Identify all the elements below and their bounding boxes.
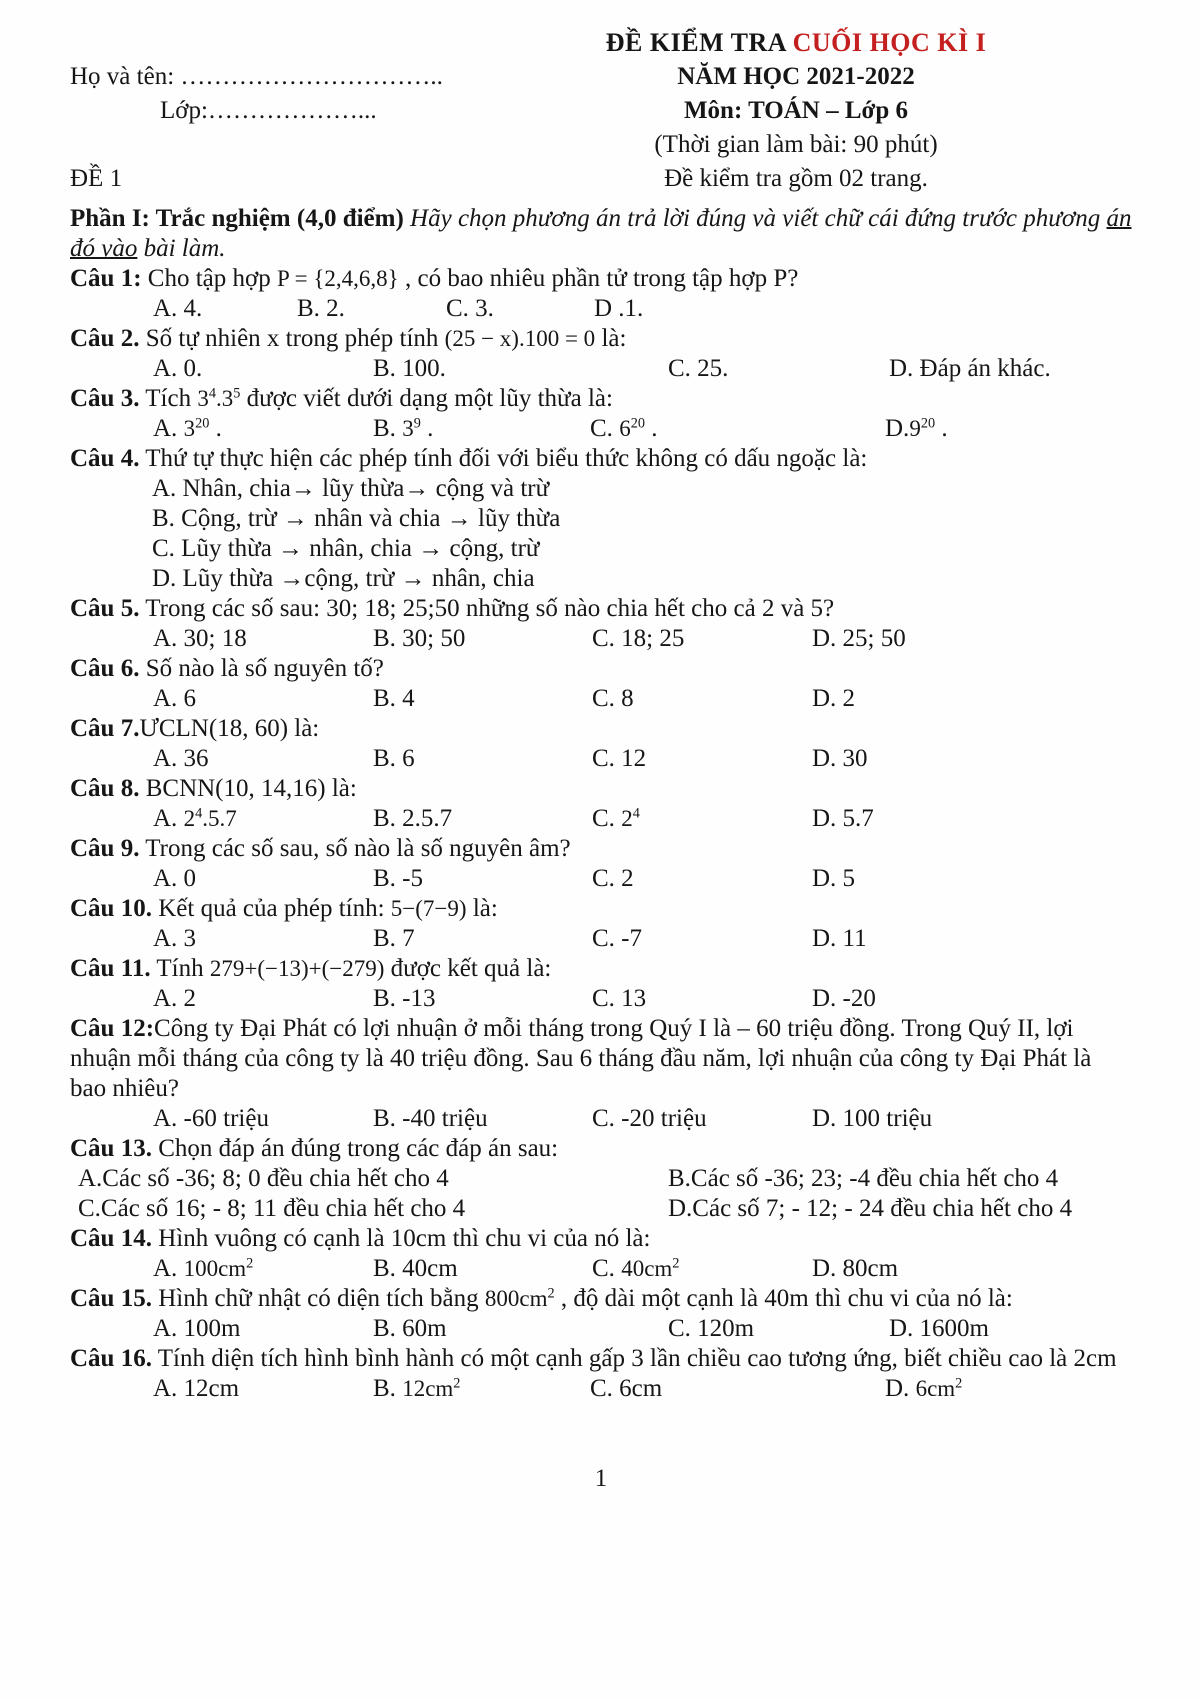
question-11 (70, 954, 1132, 1014)
question-3-option-a: A. $3^{20}$ . (153, 415, 222, 442)
question-4-option-b: B. Cộng, trừ → nhân và chia → lũy thừa (152, 505, 561, 532)
question-3-option-d: $D.9^{20}$ . (885, 415, 948, 442)
question-9-label: Câu 9. (70, 835, 140, 862)
question-16-option-c: C. 6cm (590, 1375, 663, 1402)
question-14 (70, 1224, 1132, 1284)
question-15-option-d: D. 1600m (889, 1315, 989, 1342)
question-9-text: Trong các số sau, số nào là số nguyên âm? (139, 835, 571, 862)
question-6-option-a: A. 6 (153, 685, 197, 712)
question-5-option-a: A. 30; 18 (153, 625, 247, 652)
question-12-options (70, 1104, 1132, 1134)
question-9-option-c: C. 2 (592, 865, 634, 892)
question-8-text: BCNN(10, 14,16) là: (139, 775, 357, 802)
header-row-code (70, 162, 1132, 196)
question-11-text: Tính 279+(−13)+(−279) được kết quả là: (150, 955, 552, 982)
question-16-options (70, 1374, 1132, 1404)
question-11-option-c: C. 13 (592, 985, 647, 1012)
question-4-option-c: C. Lũy thừa → nhân, chia → cộng, trừ (152, 535, 540, 562)
question-14-label: Câu 14. (70, 1225, 152, 1252)
school-year: NĂM HỌC 2021-2022 (677, 63, 915, 90)
question-4-line (70, 444, 1132, 474)
question-16-option-a: A. 12cm (153, 1375, 240, 1402)
question-6-option-c: C. 8 (592, 685, 634, 712)
exam-title (460, 26, 1132, 60)
question-6-option-d: D. 2 (812, 685, 856, 712)
question-14-option-a: A. $100cm^2$ (153, 1255, 254, 1282)
question-12-line (70, 1014, 1132, 1104)
question-14-line (70, 1224, 1132, 1254)
question-4 (70, 444, 1132, 594)
question-16-line (70, 1344, 1132, 1374)
question-13-option-b: B.Các số -36; 23; -4 đều chia hết cho 4 (668, 1165, 1059, 1192)
question-14-option-c: C. $40cm^2$ (592, 1255, 680, 1282)
question-2-option-d: D. Đáp án khác. (889, 355, 1051, 382)
question-14-option-b: B. 40cm (373, 1255, 458, 1282)
question-6-option-b: B. 4 (373, 685, 415, 712)
page-number: 1 (594, 1465, 608, 1492)
question-9-line (70, 834, 1132, 864)
question-2-option-a: A. 0. (153, 355, 203, 382)
question-11-line (70, 954, 1132, 984)
question-9-option-b: B. -5 (373, 865, 423, 892)
question-8-option-c: C. $2^4$ (592, 805, 640, 832)
question-8-option-a: A. $2^4.5.7$ (153, 805, 237, 832)
question-10-option-d: D. 11 (812, 925, 867, 952)
question-12-option-a: A. -60 triệu (153, 1105, 269, 1132)
question-1-label: Câu 1: (70, 265, 142, 292)
question-3-label: Câu 3. (70, 385, 140, 412)
question-6-line (70, 654, 1132, 684)
header-row-title (70, 26, 1132, 60)
question-12-option-b: B. -40 triệu (373, 1105, 488, 1132)
question-1-line (70, 264, 1132, 294)
question-2 (70, 324, 1132, 384)
question-5-option-c: C. 18; 25 (592, 625, 685, 652)
question-15-option-b: B. 60m (373, 1315, 447, 1342)
question-5-line (70, 594, 1132, 624)
question-2-options (70, 354, 1132, 384)
question-9 (70, 834, 1132, 894)
question-13-label: Câu 13. (70, 1135, 152, 1162)
question-16-option-d: D. $6cm^2$ (885, 1375, 963, 1402)
question-13-option-a: A.Các số -36; 8; 0 đều chia hết cho 4 (78, 1165, 449, 1192)
question-15-option-a: A. 100m (153, 1315, 241, 1342)
question-1-options (70, 294, 1132, 324)
question-12-option-d: D. 100 triệu (812, 1105, 933, 1132)
question-10-options (70, 924, 1132, 954)
question-10 (70, 894, 1132, 954)
question-12-label: Câu 12: (70, 1015, 155, 1042)
question-4-text: Thứ tự thực hiện các phép tính đối với biểu thức không có dấu ngoặc là: (139, 445, 868, 472)
pages-note: Đề kiểm tra gồm 02 trang. (664, 165, 928, 192)
question-13-line (70, 1134, 1132, 1164)
question-6-label: Câu 6. (70, 655, 140, 682)
question-7-line (70, 714, 1132, 744)
question-4-options (70, 474, 1132, 594)
question-15-line (70, 1284, 1132, 1314)
question-16-option-b: B. $12cm^2$ (373, 1375, 461, 1402)
question-2-text: Số tự nhiên x trong phép tính (25 − x).100 = 0 là: (139, 325, 627, 352)
question-13-options (70, 1164, 1132, 1224)
question-6 (70, 654, 1132, 714)
question-1 (70, 264, 1132, 324)
question-16-text: Tính diện tích hình bình hành có một cạnh gấp 3 lần chiều cao tương ứng, biết chiều cao là 2cm (151, 1345, 1117, 1372)
question-7-option-a: A. 36 (153, 745, 209, 772)
question-10-option-b: B. 7 (373, 925, 415, 952)
question-8-label: Câu 8. (70, 775, 140, 802)
question-2-option-c: C. 25. (668, 355, 729, 382)
header-left-spacer (70, 26, 460, 60)
exam-code: ĐỀ 1 (70, 165, 123, 192)
question-7-option-b: B. 6 (373, 745, 415, 772)
header-row-name (70, 60, 1132, 94)
question-14-options (70, 1254, 1132, 1284)
header-left-spacer-2 (70, 128, 460, 162)
question-15 (70, 1284, 1132, 1344)
question-12-option-c: C. -20 triệu (592, 1105, 707, 1132)
question-5-options (70, 624, 1132, 654)
question-8-option-d: D. 5.7 (812, 805, 874, 832)
question-3 (70, 384, 1132, 444)
question-8-options (70, 804, 1132, 834)
exam-header (70, 26, 1132, 196)
question-5-text: Trong các số sau: 30; 18; 25;50 những số nào chia hết cho cả 2 và 5? (139, 595, 835, 622)
question-12 (70, 1014, 1132, 1134)
question-11-option-b: B. -13 (373, 985, 436, 1012)
question-11-option-a: A. 2 (153, 985, 197, 1012)
question-3-option-b: B. $3^9$ . (373, 415, 434, 442)
part1-heading (70, 204, 1132, 264)
question-10-label: Câu 10. (70, 895, 152, 922)
question-7-text: ƯCLN(18, 60) là: (139, 715, 320, 742)
question-8 (70, 774, 1132, 834)
question-4-option-a: A. Nhân, chia→ lũy thừa→ cộng và trừ (152, 475, 550, 502)
question-15-text: Hình chữ nhật có diện tích bằng $800cm^2$ , độ dài một cạnh là 40m thì chu vi của nó là: (151, 1285, 1013, 1312)
question-13-option-c: C.Các số 16; - 8; 11 đều chia hết cho 4 (78, 1195, 466, 1222)
question-3-options (70, 414, 1132, 444)
question-1-option-c: C. 3. (446, 295, 494, 322)
question-8-option-b: B. 2.5.7 (373, 805, 453, 832)
question-7-option-c: C. 12 (592, 745, 647, 772)
header-row-duration (70, 128, 1132, 162)
question-4-option-d: D. Lũy thừa →cộng, trừ → nhân, chia (152, 565, 535, 592)
question-7-option-d: D. 30 (812, 745, 868, 772)
student-name-field: Họ và tên: ………………………….. (70, 63, 443, 90)
question-1-text: Cho tập hợp P = {2,4,6,8} , có bao nhiêu phần tử trong tập hợp P? (141, 265, 799, 292)
exam-title-red: CUỐI HỌC KÌ I (792, 28, 987, 57)
question-8-line (70, 774, 1132, 804)
question-16 (70, 1344, 1132, 1404)
part1-heading-bold: Phần I: Trắc nghiệm (4,0 điểm) (70, 205, 411, 232)
question-2-label: Câu 2. (70, 325, 140, 352)
question-13-option-d: D.Các số 7; - 12; - 24 đều chia hết cho 4 (668, 1195, 1073, 1222)
question-3-text: Tích $3^4.3^5$ được viết dưới dạng một lũy thừa là: (139, 385, 613, 412)
subject-line: Môn: TOÁN – Lớp 6 (683, 97, 909, 124)
header-row-class (70, 94, 1132, 128)
part1-heading-italic: Hãy chọn phương án trả lời đúng và viết chữ cái đứng trước phương án đó vào bài làm. (70, 205, 1132, 262)
student-class-field: Lớp:………………... (160, 97, 377, 124)
question-11-option-d: D. -20 (812, 985, 876, 1012)
question-13 (70, 1134, 1132, 1224)
question-2-option-b: B. 100. (373, 355, 446, 382)
question-2-line (70, 324, 1132, 354)
question-15-options (70, 1314, 1132, 1344)
page-footer (70, 1464, 1132, 1494)
question-11-label: Câu 11. (70, 955, 151, 982)
question-5-option-b: B. 30; 50 (373, 625, 466, 652)
question-3-line (70, 384, 1132, 414)
question-6-options (70, 684, 1132, 714)
question-16-label: Câu 16. (70, 1345, 152, 1372)
question-13-text: Chọn đáp án đúng trong các đáp án sau: (151, 1135, 559, 1162)
question-9-option-d: D. 5 (812, 865, 856, 892)
question-11-options (70, 984, 1132, 1014)
question-7 (70, 714, 1132, 774)
question-5 (70, 594, 1132, 654)
question-7-options (70, 744, 1132, 774)
question-10-option-c: C. -7 (592, 925, 642, 952)
question-5-label: Câu 5. (70, 595, 140, 622)
question-1-option-d: D .1. (594, 295, 644, 322)
question-1-option-a: A. 4. (153, 295, 203, 322)
question-10-line (70, 894, 1132, 924)
question-14-option-d: D. 80cm (812, 1255, 899, 1282)
question-6-text: Số nào là số nguyên tố? (139, 655, 384, 682)
question-7-label: Câu 7. (70, 715, 140, 742)
exam-title-black: ĐỀ KIỂM TRA (605, 28, 793, 57)
question-9-options (70, 864, 1132, 894)
question-14-text: Hình vuông có cạnh là 10cm thì chu vi của nó là: (151, 1225, 651, 1252)
question-5-option-d: D. 25; 50 (812, 625, 906, 652)
question-4-label: Câu 4. (70, 445, 140, 472)
question-15-option-c: C. 120m (668, 1315, 755, 1342)
question-3-option-c: C. $6^{20}$ . (590, 415, 658, 442)
question-1-option-b: B. 2. (297, 295, 345, 322)
question-9-option-a: A. 0 (153, 865, 197, 892)
duration-line: (Thời gian làm bài: 90 phút) (654, 131, 938, 158)
question-15-label: Câu 15. (70, 1285, 152, 1312)
question-10-option-a: A. 3 (153, 925, 197, 952)
question-10-text: Kết quả của phép tính: 5−(7−9) là: (151, 895, 498, 922)
question-12-text: Công ty Đại Phát có lợi nhuận ở mỗi tháng trong Quý I là – 60 triệu đồng. Trong Quý II, lợi nhuận mỗi tháng của công ty là 40 triệu đồng. Sau 6 tháng đầu năm, lợi nhuận của công ty Đại Phát là bao nhiêu? (70, 1015, 1092, 1102)
